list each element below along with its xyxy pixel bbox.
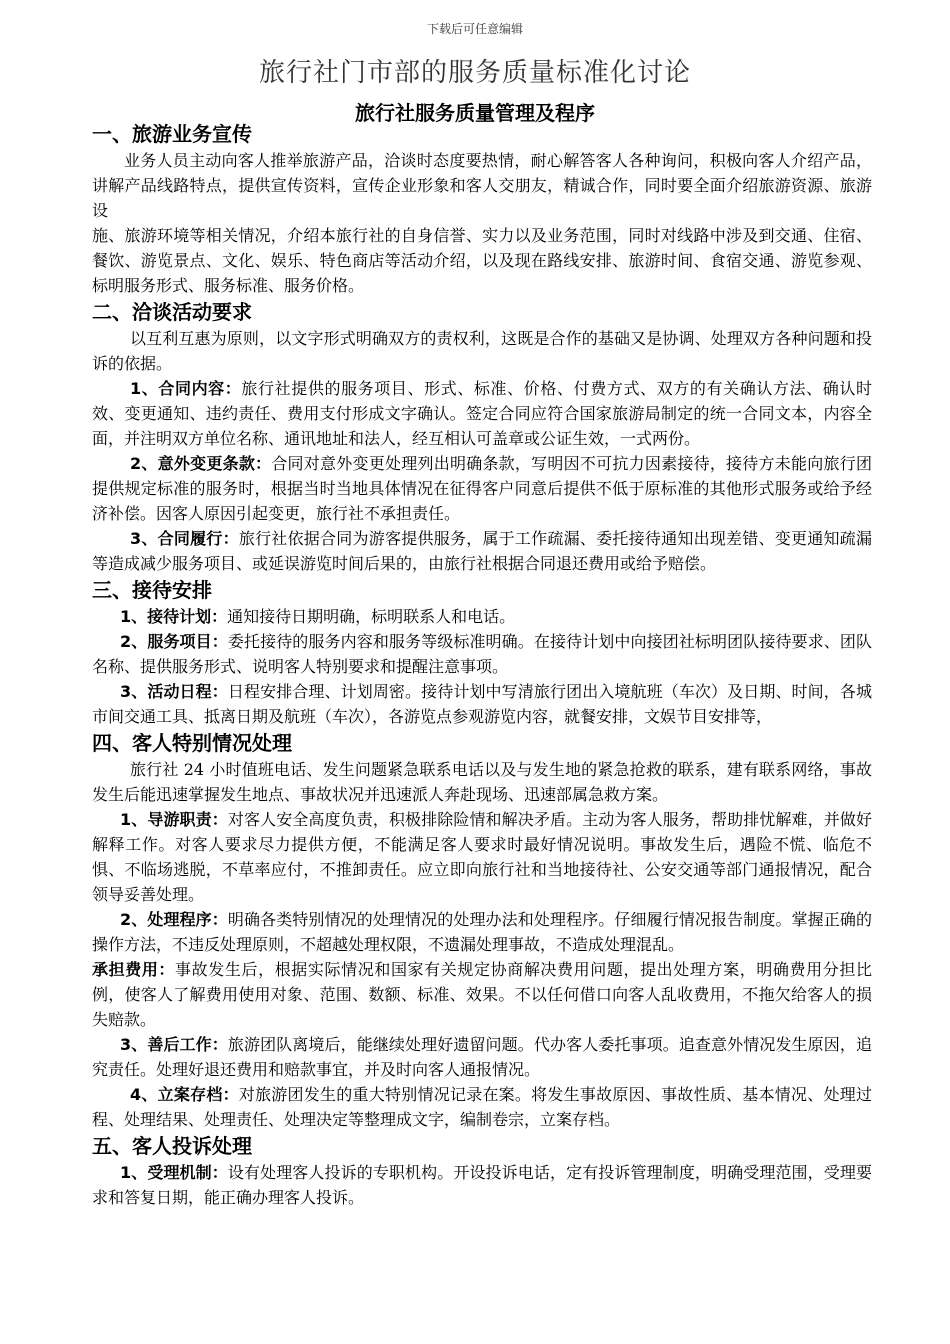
- paragraph: 2、处理程序：明确各类特别情况的处理情况的处理办法和处理程序。仔细履行情况报告制度。掌握正确的操作方法，不违反处理原则，不超越处理权限，不遗漏处理事故，不造成处理混乱。: [92, 910, 872, 954]
- item-label: 2、意外变更条款：: [130, 454, 272, 473]
- item-label: 2、处理程序：: [120, 910, 228, 929]
- item-label: 1、导游职责：: [120, 810, 228, 829]
- section-heading: 三、接待安排: [92, 578, 212, 602]
- paragraph: 3、善后工作：旅游团队离境后，能继续处理好遗留问题。代办客人委托事项。追查意外情况发生原因，追究责任。处理好退还费用和赔款事宜，并及时向客人通报情况。: [92, 1035, 872, 1079]
- paragraph: 承担费用：事故发生后，根据实际情况和国家有关规定协商解决费用问题，提出处理方案，明确费用分担比例，使客人了解费用使用对象、范围、数额、标准、效果。不以任何借口向客人乱收费用，不拖欠给客人的损失赔款。: [92, 960, 872, 1029]
- item-label: 4、立案存档：: [130, 1085, 239, 1104]
- paragraph: 以互利互惠为原则，以文字形式明确双方的责权利，这既是合作的基础又是协调、处理双方各种问题和投诉的依据。: [92, 329, 872, 373]
- item-label: 3、活动日程：: [120, 682, 228, 701]
- paragraph: 2、意外变更条款：合同对意外变更处理列出明确条款，写明因不可抗力因素接待，接待方未能向旅行团提供规定标准的服务时，根据当时当地具体情况在征得客户同意后提供不低于原标准的其他形式服务或给予经济补偿。因客人原因引起变更，旅行社不承担责任。: [92, 454, 872, 523]
- section-heading: 四、客人特别情况处理: [92, 731, 292, 755]
- paragraph: 施、旅游环境等相关情况，介绍本旅行社的自身信誉、实力以及业务范围，同时对线路中涉及到交通、住宿、餐饮、游览景点、文化、娱乐、特色商店等活动介绍，以及现在路线安排、旅游时间、食宿交通、游览参观、标明服务形式、服务标准、服务价格。: [92, 226, 872, 295]
- paragraph: 2、服务项目：委托接待的服务内容和服务等级标准明确。在接待计划中向接团社标明团队接待要求、团队名称、提供服务形式、说明客人特别要求和提醒注意事项。: [92, 632, 872, 676]
- header-note: 下载后可任意编辑: [426, 22, 523, 36]
- item-label: 1、合同内容：: [130, 379, 242, 398]
- item-label: 1、受理机制：: [120, 1163, 228, 1182]
- document-subtitle: 旅行社服务质量管理及程序: [355, 101, 595, 125]
- section-heading: 二、洽谈活动要求: [92, 300, 252, 324]
- paragraph: 4、立案存档：对旅游团发生的重大特别情况记录在案。将发生事故原因、事故性质、基本情况、处理过程、处理结果、处理责任、处理决定等整理成文字，编制卷宗，立案存档。: [92, 1085, 872, 1129]
- paragraph: 1、导游职责：对客人安全高度负责，积极排除险情和解决矛盾。主动为客人服务，帮助排忧解难，并做好解释工作。对客人要求尽力提供方便，不能满足客人要求时最好情况说明。事故发生后，遇险不慌、临危不惧、不临场逃脱，不草率应付，不推卸责任。应立即向旅行社和当地接待社、公安交通等部门通报情况，配合领导妥善处理。: [92, 810, 872, 904]
- paragraph: 1、受理机制：设有处理客人投诉的专职机构。开设投诉电话，定有投诉管理制度，明确受理范围，受理要求和答复日期，能正确办理客人投诉。: [92, 1163, 872, 1207]
- item-label: 2、服务项目：: [120, 632, 228, 651]
- paragraph: 1、合同内容：旅行社提供的服务项目、形式、标准、价格、付费方式、双方的有关确认方法、确认时效、变更通知、违约责任、费用支付形成文字确认。签定合同应符合国家旅游局制定的统一合同文本，内容全面，并注明双方单位名称、通讯地址和法人，经互相认可盖章或公证生效，一式两份。: [92, 379, 872, 448]
- paragraph: 旅行社 24 小时值班电话、发生问题紧急联系电话以及与发生地的紧急抢救的联系，建有联系网络，事故发生后能迅速掌握发生地点、事故状况并迅速派人奔赴现场、迅速部属急救方案。: [92, 760, 872, 804]
- paragraph: 3、合同履行：旅行社依据合同为游客提供服务，属于工作疏漏、委托接待通知出现差错、变更通知疏漏等造成减少服务项目、或延误游览时间后果的，由旅行社根据合同退还费用或给予赔偿。: [92, 529, 872, 573]
- document-title: 旅行社门市部的服务质量标准化讨论: [258, 58, 691, 88]
- section-heading: 一、旅游业务宣传: [92, 122, 252, 146]
- paragraph: 业务人员主动向客人推举旅游产品，洽谈时态度要热情，耐心解答客人各种询问，积极向客人介绍产品，讲解产品线路特点，提供宣传资料，宣传企业形象和客人交朋友，精诚合作，同时要全面介绍旅游资源、旅游设: [92, 151, 872, 220]
- document-body: [92, 120, 872, 1210]
- item-label: 3、合同履行：: [130, 529, 239, 548]
- item-label: 3、善后工作：: [120, 1035, 228, 1054]
- section-heading: 五、客人投诉处理: [92, 1134, 252, 1158]
- paragraph: 1、接待计划：通知接待日期明确，标明联系人和电话。: [120, 607, 516, 626]
- item-label: 1、接待计划：: [120, 607, 228, 626]
- paragraph: 3、活动日程：日程安排合理、计划周密。接待计划中写清旅行团出入境航班（车次）及日期、时间，各城市间交通工具、抵离日期及航班（车次），各游览点参观游览内容，就餐安排，文娱节目安排等，: [92, 682, 872, 726]
- item-label: 承担费用：: [92, 960, 176, 979]
